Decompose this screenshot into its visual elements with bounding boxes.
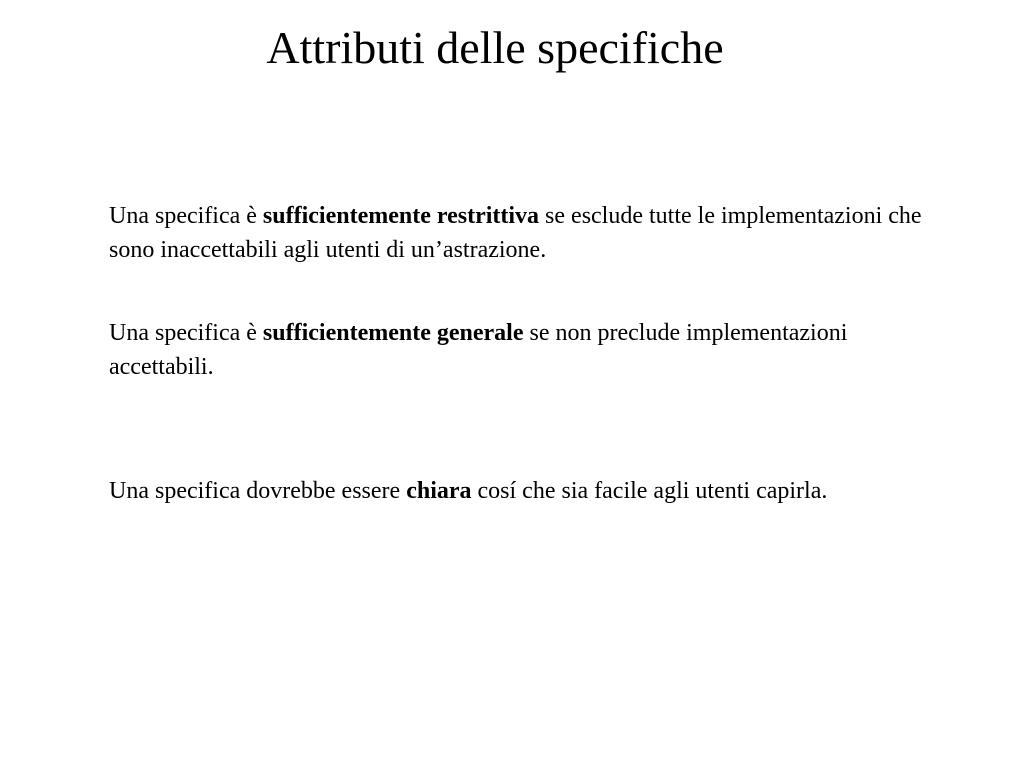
slide-title: Attributi delle specifiche (266, 22, 724, 73)
paragraph-text-before: Una specifica è (109, 203, 263, 229)
paragraph-emphasis: sufficientemente restrittiva (262, 203, 540, 229)
paragraph-text-after: se non preclude implementazioni accettabili. (109, 320, 848, 380)
paragraph-general (109, 316, 929, 384)
paragraph-clear (109, 474, 929, 508)
paragraph-emphasis: sufficientemente generale (262, 320, 524, 346)
paragraph-emphasis: chiara (406, 478, 472, 504)
paragraph-text-before: Una specifica dovrebbe essere (109, 478, 407, 504)
paragraph-text-after: se esclude tutte le implementazioni che sono inaccettabili agli utenti di un’astrazione. (109, 203, 922, 263)
paragraph-restrictive (109, 199, 929, 267)
paragraph-text-before: Una specifica è (109, 320, 263, 346)
paragraph-text-after: cosí che sia facile agli utenti capirla. (471, 478, 828, 504)
